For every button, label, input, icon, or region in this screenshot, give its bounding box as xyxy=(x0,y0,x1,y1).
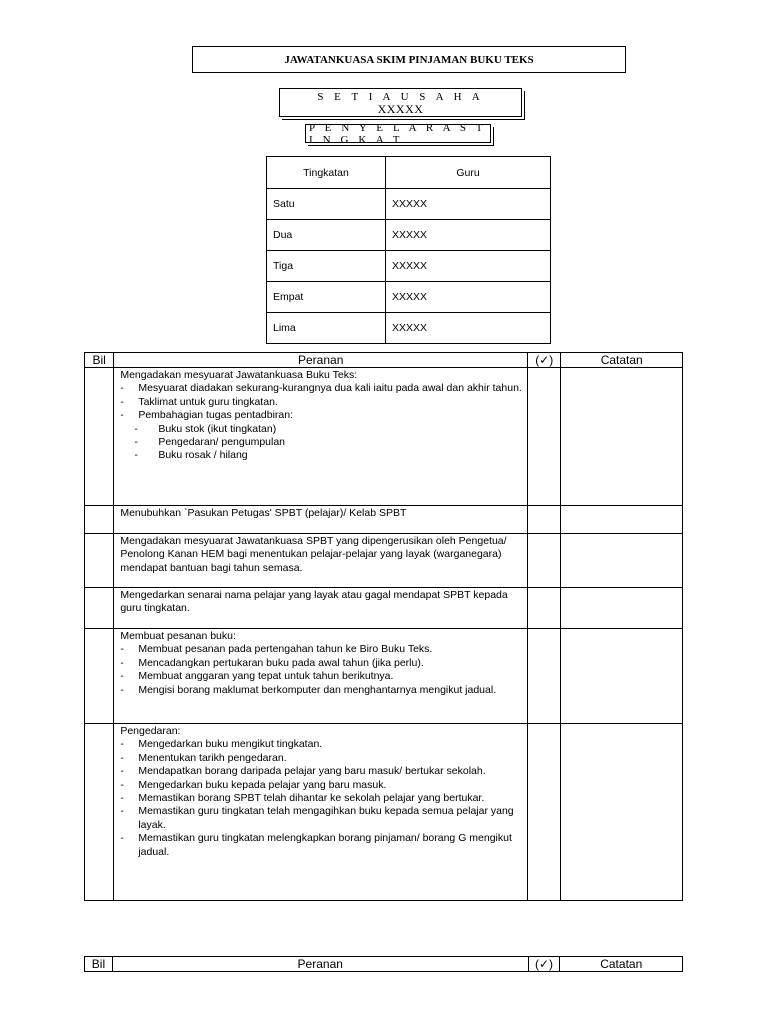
roles-table xyxy=(84,352,683,901)
header-tick: (✓) xyxy=(528,957,560,972)
guru-cell: XXXXX xyxy=(386,189,551,220)
document-title: JAWATANKUASA SKIM PINJAMAN BUKU TEKS xyxy=(192,46,626,73)
role-list-item xyxy=(120,409,524,422)
tick-cell[interactable] xyxy=(528,724,561,901)
dash-bullet: - xyxy=(120,409,124,422)
guru-cell: XXXXX xyxy=(386,251,551,282)
header-guru: Guru xyxy=(386,157,551,189)
role-item-text: Mengedarkan buku mengikut tingkatan. xyxy=(138,738,323,751)
role-heading: Mengedarkan senarai nama pelajar yang layak atau gagal mendapat SPBT kepada guru tingkatan. xyxy=(120,589,508,615)
guru-cell: XXXXX xyxy=(386,220,551,251)
header-tingkatan: Tingkatan xyxy=(267,157,386,189)
table-header-row xyxy=(267,157,551,189)
role-list-item xyxy=(120,423,524,436)
table-row xyxy=(85,506,683,534)
bil-cell xyxy=(85,368,114,506)
bil-cell xyxy=(85,629,114,724)
role-item-text: Membuat pesanan pada pertengahan tahun ke Biro Buku Teks. xyxy=(138,643,433,656)
role-item-text: Buku stok (ikut tingkatan) xyxy=(158,422,277,435)
secretary-box xyxy=(279,88,522,117)
catatan-cell[interactable] xyxy=(561,588,683,629)
catatan-cell[interactable] xyxy=(561,724,683,901)
catatan-cell[interactable] xyxy=(561,629,683,724)
secretary-name: XXXXX xyxy=(377,102,424,116)
dash-bullet: - xyxy=(120,832,124,845)
tick-cell[interactable] xyxy=(528,629,561,724)
role-list-item xyxy=(120,684,524,697)
role-list-item xyxy=(120,805,524,832)
peranan-cell xyxy=(114,724,528,901)
table-row xyxy=(267,313,551,344)
coordinator-title: P E N Y E L A R A S T I N G K A T xyxy=(305,124,491,143)
header-peranan: Peranan xyxy=(114,353,528,368)
role-item-text: Mengedarkan buku kepada pelajar yang baru masuk. xyxy=(138,778,387,791)
tick-cell[interactable] xyxy=(528,368,561,506)
tick-cell[interactable] xyxy=(528,506,561,534)
role-item-text: Membuat anggaran yang tepat untuk tahun berikutnya. xyxy=(138,670,394,683)
role-list-item xyxy=(120,643,524,656)
catatan-cell[interactable] xyxy=(561,506,683,534)
table-row xyxy=(267,251,551,282)
dash-bullet: - xyxy=(120,656,124,669)
role-list-item xyxy=(120,779,524,792)
table-header-row xyxy=(85,353,683,368)
dash-bullet: - xyxy=(120,778,124,791)
role-list-item xyxy=(120,765,524,778)
dash-bullet: - xyxy=(120,738,124,751)
dash-bullet: - xyxy=(120,395,124,408)
header-bil: Bil xyxy=(85,353,114,368)
role-item-text: Memastikan borang SPBT telah dihantar ke sekolah pelajar yang bertukar. xyxy=(138,792,485,805)
peranan-cell xyxy=(114,368,528,506)
header-peranan: Peranan xyxy=(112,957,528,972)
role-heading: Mengadakan mesyuarat Jawatankuasa SPBT yang dipengerusikan oleh Pengetua/ Penolong Kanan HEM bagi menentukan pelajar-pelajar yang layak (warganegara) mendapat bantuan bagi tahun semasa. xyxy=(120,535,507,574)
role-item-text: Memastikan guru tingkatan telah mengagihkan buku kepada semua pelajar yang layak. xyxy=(138,805,514,831)
tingkatan-cell: Satu xyxy=(267,189,386,220)
table-row xyxy=(85,724,683,901)
header-catatan: Catatan xyxy=(561,353,683,368)
roles-table-continued xyxy=(84,956,683,972)
secretary-title: S E T I A U S A H A xyxy=(317,91,484,103)
role-item-text: Pembahagian tugas pentadbiran: xyxy=(138,409,294,422)
role-list-item xyxy=(120,657,524,670)
dash-bullet: - xyxy=(134,436,138,449)
dash-bullet: - xyxy=(134,422,138,435)
table-row xyxy=(267,189,551,220)
bil-cell xyxy=(85,534,114,588)
header-tick: (✓) xyxy=(528,353,561,368)
bil-cell xyxy=(85,588,114,629)
tick-cell[interactable] xyxy=(528,534,561,588)
role-heading: Membuat pesanan buku: xyxy=(120,630,236,642)
role-item-text: Mencadangkan pertukaran buku pada awal tahun (jika perlu). xyxy=(138,656,424,669)
role-list-item xyxy=(120,670,524,683)
role-item-text: Buku rosak / hilang xyxy=(158,449,248,462)
role-item-text: Menentukan tarikh pengedaran. xyxy=(138,751,287,764)
peranan-cell xyxy=(114,588,528,629)
role-item-text: Pengedaran/ pengumpulan xyxy=(158,436,286,449)
dash-bullet: - xyxy=(120,751,124,764)
role-list-item xyxy=(120,396,524,409)
tingkatan-cell: Tiga xyxy=(267,251,386,282)
tingkatan-cell: Empat xyxy=(267,282,386,313)
dash-bullet: - xyxy=(120,382,124,395)
dash-bullet: - xyxy=(120,683,124,696)
catatan-cell[interactable] xyxy=(561,368,683,506)
role-item-text: Mengisi borang maklumat berkomputer dan menghantarnya mengikut jadual. xyxy=(138,683,497,696)
guru-cell: XXXXX xyxy=(386,282,551,313)
role-list-item xyxy=(120,832,524,859)
catatan-cell[interactable] xyxy=(561,534,683,588)
role-item-text: Taklimat untuk guru tingkatan. xyxy=(138,395,278,408)
role-item-text: Mendapatkan borang daripada pelajar yang baru masuk/ bertukar sekolah. xyxy=(138,765,486,778)
role-heading: Mengadakan mesyuarat Jawatankuasa Buku Teks: xyxy=(120,369,358,381)
dash-bullet: - xyxy=(120,670,124,683)
table-row xyxy=(85,534,683,588)
peranan-cell xyxy=(114,506,528,534)
peranan-cell xyxy=(114,534,528,588)
role-heading: Pengedaran: xyxy=(120,725,181,737)
table-row xyxy=(85,588,683,629)
tingkatan-table xyxy=(266,156,551,344)
table-header-row xyxy=(85,957,683,972)
dash-bullet: - xyxy=(120,805,124,818)
role-heading: Menubuhkan `Pasukan Petugas' SPBT (pelajar)/ Kelab SPBT xyxy=(120,507,407,519)
header-catatan: Catatan xyxy=(560,957,683,972)
role-list-item xyxy=(120,449,524,462)
tick-cell[interactable] xyxy=(528,588,561,629)
role-list-item xyxy=(120,752,524,765)
bil-cell xyxy=(85,724,114,901)
tingkatan-cell: Dua xyxy=(267,220,386,251)
table-row xyxy=(267,282,551,313)
role-list-item xyxy=(120,792,524,805)
table-row xyxy=(85,629,683,724)
tingkatan-cell: Lima xyxy=(267,313,386,344)
header-bil: Bil xyxy=(85,957,113,972)
role-item-text: Mesyuarat diadakan sekurang-kurangnya dua kali iaitu pada awal dan akhir tahun. xyxy=(138,382,522,395)
role-list-item xyxy=(120,436,524,449)
dash-bullet: - xyxy=(120,765,124,778)
dash-bullet: - xyxy=(120,792,124,805)
role-list-item xyxy=(120,382,524,395)
guru-cell: XXXXX xyxy=(386,313,551,344)
dash-bullet: - xyxy=(134,449,138,462)
dash-bullet: - xyxy=(120,643,124,656)
role-item-text: Memastikan guru tingkatan melengkapkan borang pinjaman/ borang G mengikut jadual. xyxy=(138,832,512,858)
table-row xyxy=(267,220,551,251)
bil-cell xyxy=(85,506,114,534)
peranan-cell xyxy=(114,629,528,724)
table-row xyxy=(85,368,683,506)
role-list-item xyxy=(120,738,524,751)
